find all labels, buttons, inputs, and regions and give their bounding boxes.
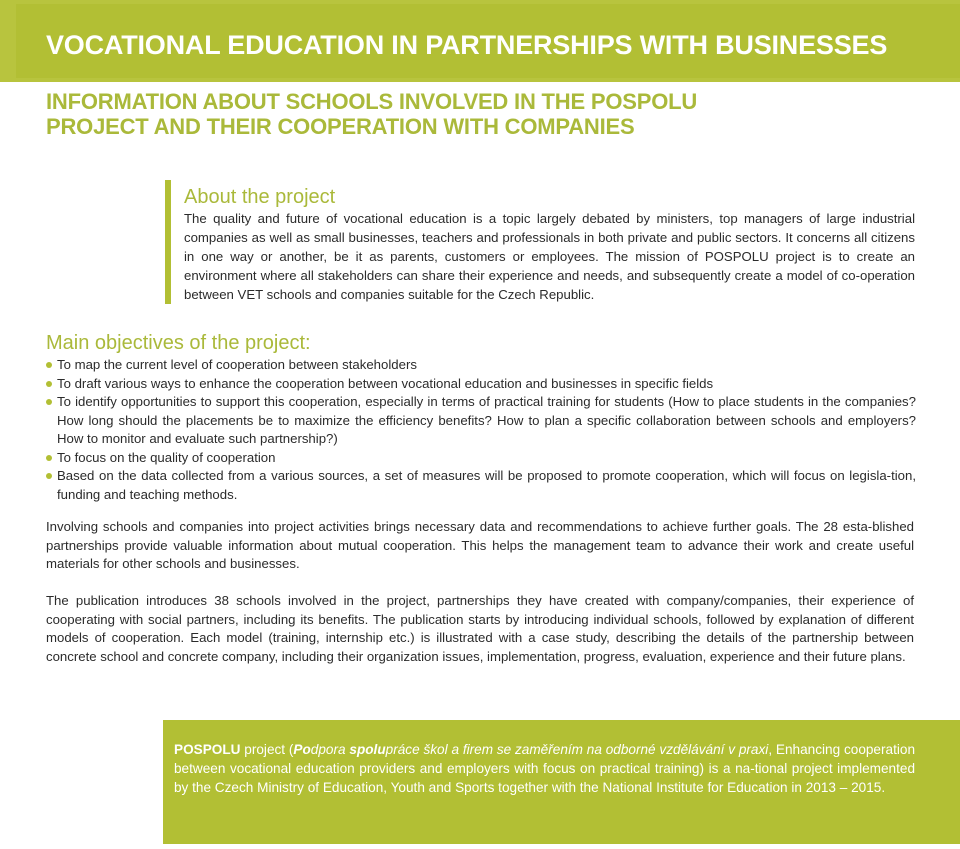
objective-text: To draft various ways to enhance the cooperation between vocational education and businesses in specific fields [57, 375, 714, 391]
pospolu-it-dpora: dpora [310, 742, 350, 757]
pospolu-text-b: , Enhancing cooperation between vocational education providers and employers with focus on practical training) is a na-tional project implemented by the Czech Ministry of Education, Youth and Sports together with the National Institute for Education in 2013 – 2015. [174, 742, 915, 795]
list-item [46, 393, 916, 449]
about-heading: About the project [184, 186, 336, 208]
pospolu-name: POSPOLU [174, 742, 241, 757]
pospolu-info-box [163, 720, 960, 844]
pospolu-text-a: project ( [240, 742, 294, 757]
paragraph-partnerships: Involving schools and companies into project activities brings necessary data and recommendations to achieve further goals. The 28 esta-blished partnerships provide valuable information about mutual cooperation. This helps the management team to advance their work and create useful materials for other schools and businesses. [46, 519, 914, 571]
objectives-section [46, 331, 916, 504]
bullet-icon [46, 399, 52, 405]
header-banner [0, 0, 960, 82]
bullet-icon [46, 455, 52, 461]
objective-text: Based on the data collected from a various sources, a set of measures will be proposed to promote cooperation, which will focus on legisla-tion, funding and teaching methods. [57, 468, 916, 502]
objective-text: To identify opportunities to support this cooperation, especially in terms of practical training for students (How to place students in the companies? How long should the placements be to maximize the efficiency benefits? How to plan a specific collaboration between schools and employers? How to monitor and evaluate such partnership?) [57, 394, 916, 446]
pospolu-it-po: Po [293, 742, 311, 757]
page-title: VOCATIONAL EDUCATION IN PARTNERSHIPS WITH BUSINESSES [46, 30, 888, 60]
objective-text: To focus on the quality of cooperation [57, 449, 276, 465]
paragraph-publication: The publication introduces 38 schools involved in the project, partnerships they have created with company/companies, their experience of cooperating with social partners, including its benefits. The publication starts by introducing individual schools, followed by explanation of different models of cooperation. Each model (training, internship etc.) is illustrated with a case study, describing the details of the partnership between concrete school and concrete company, including their organization issues, implementation, progress, evaluation, experience and their future plans. [46, 593, 914, 664]
objective-text: To map the current level of cooperation between stakeholders [57, 357, 417, 372]
bullet-icon [46, 473, 52, 479]
objectives-heading: Main objectives of the project: [46, 332, 311, 354]
list-item [46, 449, 916, 468]
bullet-icon [46, 362, 52, 368]
list-item [46, 375, 916, 394]
objectives-list [46, 356, 916, 504]
about-section [165, 180, 915, 304]
list-item [46, 356, 916, 375]
bullet-icon [46, 381, 52, 387]
pospolu-it-spolu: spolu [349, 742, 386, 757]
pospolu-it-rest: práce škol a firem se zaměřením na odborné vzdělávání v praxi [385, 742, 769, 757]
subtitle-line-2: PROJECT AND THEIR COOPERATION WITH COMPANIES [46, 114, 635, 139]
about-text: The quality and future of vocational education is a topic largely debated by ministers, top managers of large industrial companies as well as small businesses, teachers and professionals in both private and public sectors. It concerns all citizens in one way or another, be it as parents, customers or employees. The mission of POSPOLU project is to create an environment where all stakeholders can share their experience and needs, and subsequently create a model of co-operation between VET schools and companies suitable for the Czech Republic. [184, 211, 915, 302]
subtitle-line-1: INFORMATION ABOUT SCHOOLS INVOLVED IN THE POSPOLU [46, 89, 698, 114]
list-item [46, 467, 916, 504]
page-subtitle [46, 89, 906, 139]
